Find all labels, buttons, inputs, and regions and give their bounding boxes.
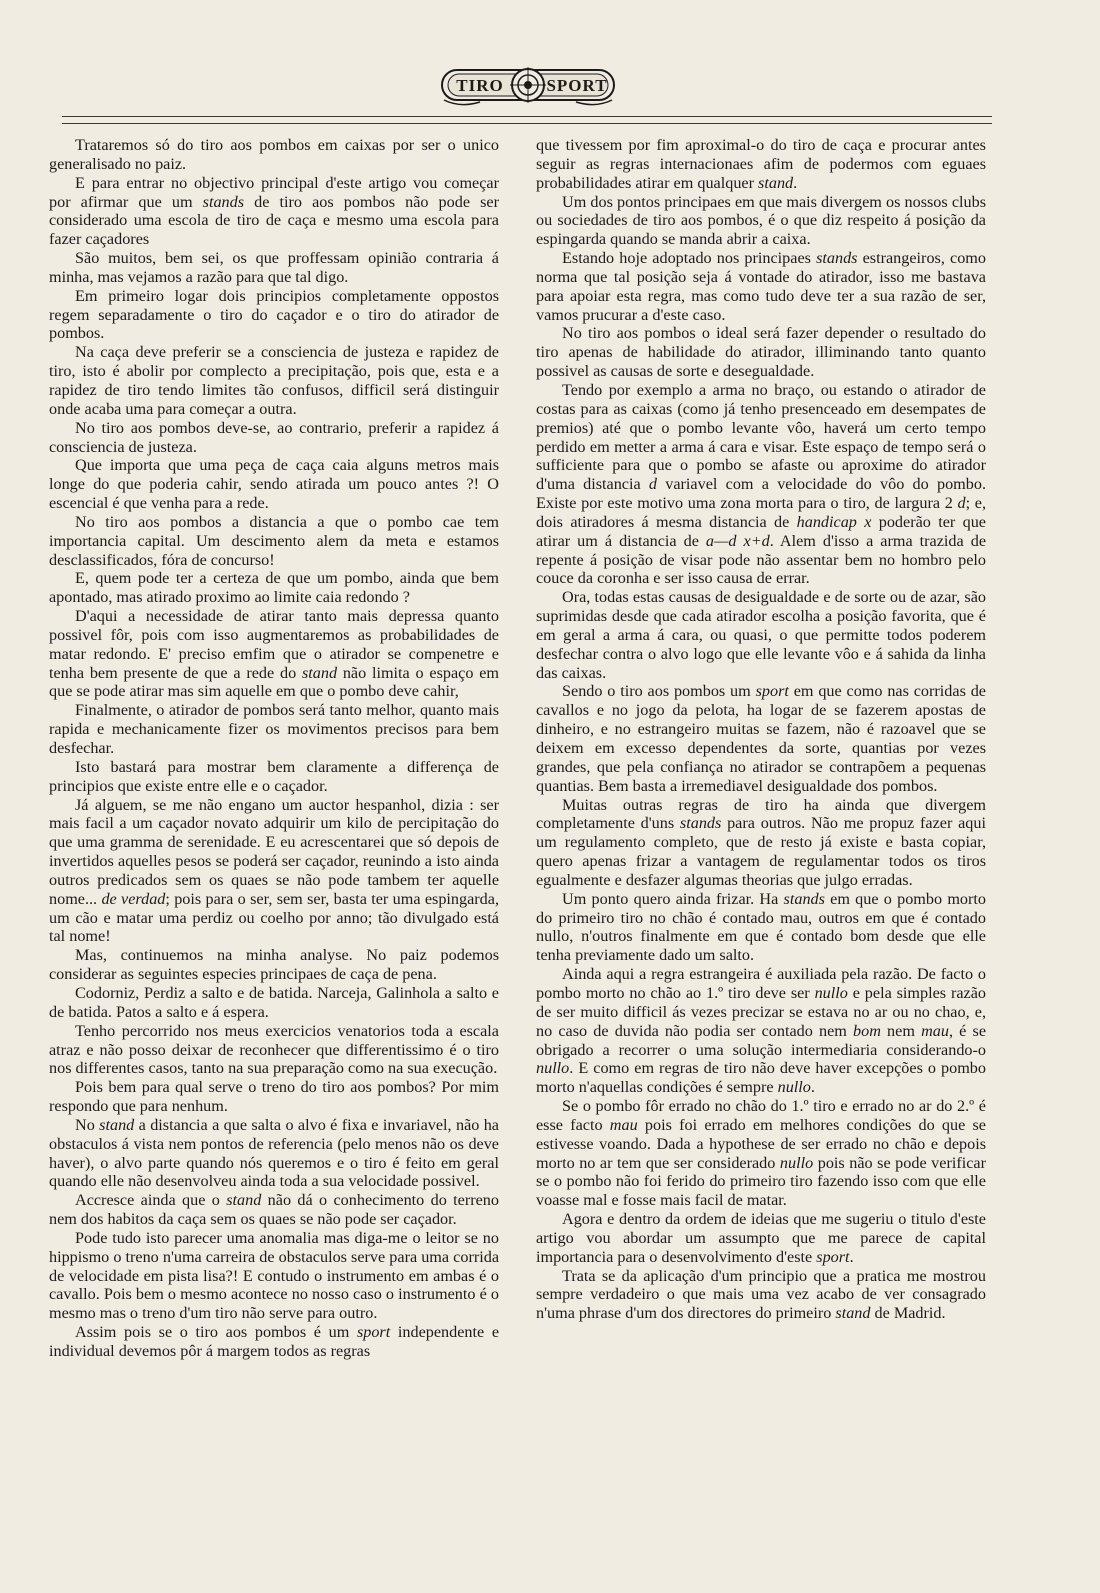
article-paragraph: Já alguem, se me não engano um auctor hespanhol, dizia : ser mais facil a um caçador novato adquirir um kilo de percipitação do que uma gramma de serenidade. E eu acrescentarei que só depois de invertidos aquelles pesos se poderá ser caçador, reunindo a isto ainda outros predicados sem os quaes se não pode tambem ter aquelle nome... de verdad; pois para o ser, sem ser, basta ter uma espingarda, um cão e matar uma perdiz ou coelho por anno; tão divulgado está tal nome! [49,795,499,946]
article-paragraph: Que importa que uma peça de caça caia alguns metros mais longe do que poderia cahir, sendo atirada um pouco antes ?! O escencial é que venha para a rede. [49,456,499,513]
italic-term: nullo [777,1078,811,1097]
italic-term: stands [679,814,722,833]
article-paragraph: Estando hoje adoptado nos principaes stands estrangeiros, como norma que tal posição seja á vontade do atirador, isso me bastava para apoiar esta regra, mas como tudo deve ter a sua razão de ser, vamos prucurar a d'este caso. [536,249,986,324]
article-paragraph: Pois bem para qual serve o treno do tiro aos pombos? Por mim respondo que para nenhum. [49,1078,499,1116]
italic-term: stand [758,173,794,192]
right-column [536,136,986,1323]
italic-term: stand [226,1191,262,1210]
italic-term: stands [816,249,858,268]
masthead-text-left: TIRO [456,76,504,95]
article-paragraph: São muitos, bem sei, os que proffessam opinião contraria á minha, mas vejamos a razão para que tal digo. [49,249,499,286]
italic-term: stands [202,192,245,211]
article-paragraph: D'aqui a necessidade de atirar tanto mais depressa quanto possivel fôr, pois com isso augmentaremos as probabilidades de matar redondo. E' preciso emfim que o atirador se compenetre e tenha bem presente de que a rede do stand não limita o espaço em que se pode atirar mas sim aquelle em que o pombo deve cahir, [49,607,499,701]
article-paragraph: Agora e dentro da ordem de ideias que me sugeriu o titulo d'este artigo vou abordar um assumpto que me parece de capital importancia para o desenvolvimento d'este sport. [536,1210,986,1266]
article-paragraph: Muitas outras regras de tiro ha ainda que divergem completamente d'uns stands para outros. Não me propuz fazer aqui um regulamento completo, que de resto já existe e basta copiar, quero apenas frizar a vantagem de regulamentar todos os tiros egualmente e desfazer algumas theorias que julgo erradas. [536,795,986,889]
article-paragraph: Mas, continuemos na minha analyse. No paiz podemos considerar as seguintes especies principaes de caça de pena. [49,946,499,984]
article-paragraph: Tenho percorrido nos meus exercicios venatorios toda a escala atraz e não posso deixar de reconhecer que differentissimo é o tiro nos differentes casos, tanto na sua preparação como na sua execução. [49,1021,499,1078]
article-paragraph: Assim pois se o tiro aos pombos é um sport independente e individual devemos pôr á margem todos as regras [49,1323,500,1360]
article-paragraph: E, quem pode ter a certeza de que um pombo, ainda que bem apontado, mas atirado proximo ao limite caia redondo ? [49,569,499,607]
article-paragraph: Sendo o tiro aos pombos um sport em que como nas corridas de cavallos e no jogo da pelota, ha logar de se fazerem apostas de dinheiro, e no estrangeiro muitas se fazem, não é razoavel que se deixem em excesso dependentes da sorte, quantias por vezes grandes, que pela confiança no atirador se contrapõem a pequenas quantias. Bem basta a irremediavel desigualdade dos pombos. [536,682,986,795]
article-paragraph: No tiro aos pombos o ideal será fazer depender o resultado do tiro apenas de habilidade do atirador, illiminando tanto quanto possivel as causas de sorte e desegualdade. [536,324,986,381]
article-paragraph: Ainda aqui a regra estrangeira é auxiliada pela razão. De facto o pombo morto no chão ao 1.º tiro deve ser nullo e pela simples razão de ser muito difficil ás vezes precizar se estava no ar ou no chao, e, no caso de duvida não podia ser contado nem bom nem mau, é se obrigado a recorrer o uma solução intermediaria considerando-o nullo. E como em regras de tiro não deve haver excepções o pombo morto n'aquellas condições é sempre nullo. [536,965,987,1097]
masthead-text-right: SPORT [546,76,608,95]
article-paragraph: Em primeiro logar dois principios completamente oppostos regem separadamente o tiro do caçador e o tiro do atirador de pombos. [49,286,499,343]
italic-term: stand [301,663,338,682]
italic-term: handicap x [796,512,872,531]
header-double-rule [62,116,992,124]
article-paragraph: No tiro aos pombos deve-se, ao contrario, preferir a rapidez á consciencia de justeza. [49,418,499,456]
italic-term: stand [99,1115,135,1134]
italic-term: stand [835,1304,871,1323]
article-paragraph: Tendo por exemplo a arma no braço, ou estando o atirador de costas para as caixas (como já tenho presenceado em desempates de premios) até que o pombo levante vôo, haverá um certo tempo perdido em metter a arma á cara e visar. Este espaço de tempo será o sufficiente para que o pombo se afaste ou aproxime do atirador d'uma distancia d variavel com a velocidade do vôo do pombo. Existe por este motivo uma zona morta para o tiro, de largura 2 d; e, dois atiradores á mesma distancia de handicap x poderão ter que atirar um á distancia de a—d x+d. Alem d'isso a arma trazida de repente á posição de visar pode não assentar bem no hombro pelo couce da coronha e ser isso causa de errar. [536,380,987,588]
italic-term: d [957,494,966,513]
masthead-ornament-icon [440,60,616,110]
article-paragraph: Ora, todas estas causas de desigualdade e de sorte ou de azar, são suprimidas desde que cada atirador escolha a posição favorita, que é em geral a arma á cara, ou quasi, o que permitte todos poderem desfechar contra o alvo logo que elle levante vôo e á sahida da linha das caixas. [536,588,986,682]
italic-term: nullo [536,1059,570,1078]
article-paragraph: No stand a distancia a que salta o alvo é fixa e invariavel, não ha obstaculos á vista nem pontos de referencia (pelo menos não os deve haver), o alvo parte quando nós queremos e o tiro é feito em geral quando elle não desenvolveu ainda toda a sua velocidade possivel. [49,1115,499,1191]
italic-term: sport [816,1247,850,1266]
italic-term: a—d x+d [705,531,770,550]
italic-term: nullo [779,1153,814,1172]
italic-term: sport [755,682,789,701]
article-paragraph: Trataremos só do tiro aos pombos em caixas por ser o unico generalisado no paiz. [49,136,499,173]
article-paragraph: Accresce ainda que o stand não dá o conhecimento do terreno nem dos habitos da caça sem os quaes se não pode ser caçador. [49,1191,499,1229]
italic-term: d [648,475,658,494]
article-paragraph: que tivessem por fim aproximal-o do tiro de caça e procurar antes seguir as regras internacionaes afim de podermos com eguaes probabilidades atirar em qualquer stand. [536,136,986,192]
article-paragraph: Na caça deve preferir se a consciencia de justeza e rapidez de tiro, isto é abolir por complecto a precipitação, pois que, esta e a rapidez de tiro tendo limites tão confusos, difficil será distinguir onde acaba uma para começar a outra. [49,343,499,418]
italic-term: mau [921,1021,949,1040]
italic-term: stands [783,889,825,908]
italic-term: de verdad [101,889,166,908]
masthead-logo [440,60,616,110]
article-paragraph: Um ponto quero ainda frizar. Ha stands em que o pombo morto do primeiro tiro no chão é contado mau, outros em que é contado nullo, n'outros finalmente em que é contado bom desde que elle tenha previamente dado um salto. [536,889,986,965]
article-paragraph: Isto bastará para mostrar bem claramente a differença de principios que existe entre elle e o caçador. [49,757,499,795]
article-paragraph: No tiro aos pombos a distancia a que o pombo cae tem importancia capital. Um descimento alem da meta e estamos desclassificados, fóra de concurso! [49,512,499,569]
article-paragraph: Trata se da aplicação d'um principio que a pratica me mostrou sempre verdadeiro o que mais uma vez acabo de ver consagrado n'uma phrase d'um dos directores do primeiro stand de Madrid. [536,1266,986,1323]
italic-term: mau [609,1115,638,1134]
left-column [49,136,499,1361]
article-paragraph: Codorniz, Perdiz a salto e de batida. Narceja, Galinhola a salto e de batida. Patos a salto e á espera. [49,983,499,1021]
italic-term: nullo [814,983,848,1002]
article-paragraph: Finalmente, o atirador de pombos será tanto melhor, quanto mais rapida e mechanicamente fizer os movimentos precisos para bem desfechar. [49,701,499,757]
italic-term: bom [853,1021,881,1040]
article-paragraph: Um dos pontos principaes em que mais divergem os nossos clubs ou sociedades de tiro aos pombos, é o que diz respeito á posição da espingarda quando se manda abrir a caixa. [536,192,986,249]
article-paragraph: Se o pombo fôr errado no chão do 1.º tiro e errado no ar do 2.º é esse facto mau pois foi errado em melhores condições do que se estivesse voando. Dada a hypothese de ser errado no chão e depois morto no ar tem que ser considerado nullo pois não se pode verificar se o pombo não foi ferido do primeiro tiro fazendo isso com que elle voasse mal e fosse mais facil de matar. [536,1097,987,1210]
article-paragraph: E para entrar no objectivo principal d'este artigo vou começar por afirmar que um stands de tiro aos pombos não pode ser considerado uma escola de tiro de caça e mesmo uma escola para fazer caçadores [49,173,499,249]
italic-term: sport [356,1323,391,1342]
article-paragraph: Pode tudo isto parecer uma anomalia mas diga-me o leitor se no hippismo o treno n'uma carreira de obstaculos serve para uma corrida de velocidade em pista lisa?! E contudo o instrumento em ambas é o cavallo. Pois bem o mesmo acontece no nosso caso o instrumento é o mesmo mas o treno d'um tiro não serve para outro. [49,1228,499,1323]
